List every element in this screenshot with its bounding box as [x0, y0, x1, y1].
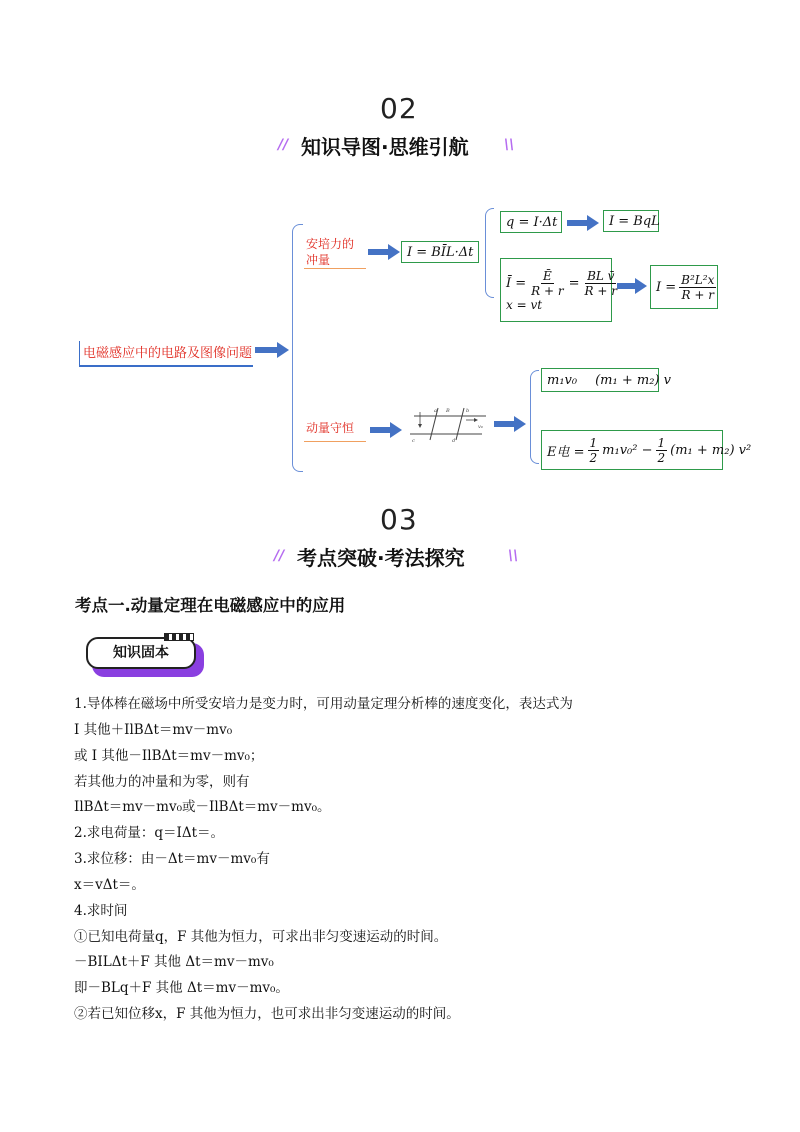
- section-title-text: 考点突破·考法探究: [297, 546, 465, 570]
- formula-average-current-box: Ī = $\frac{Ē}{R + r}$ = $\frac{\text{BL v̄}}{R + r}$ x = vt: [500, 258, 612, 322]
- mindmap-brace-sub2: [530, 370, 539, 464]
- section-number-text: 02: [380, 92, 418, 125]
- section-title-02: [301, 131, 469, 160]
- svg-text:v₀: v₀: [478, 424, 483, 430]
- svg-text:a: a: [434, 408, 437, 414]
- branch-label-momentum: 动量守恒: [306, 421, 355, 435]
- decor-slash-right: \\: [504, 137, 515, 153]
- fraction: $\frac{\text{BL v̄}}{R + r}$: [584, 268, 618, 298]
- decor-slash-right: \\: [508, 548, 519, 564]
- badge-label: 知识固本: [86, 637, 196, 669]
- branch-underline: [304, 441, 366, 442]
- body-line: 4.求时间: [74, 903, 128, 919]
- formula-bql-box: I = BqL: [603, 210, 659, 232]
- body-line: 1.导体棒在磁场中所受安培力是变力时，可用动量定理分析棒的速度变化，表达式为: [74, 696, 573, 712]
- svg-text:b: b: [466, 408, 470, 414]
- svg-text:B: B: [446, 408, 450, 414]
- branch-label-impulse: 安培力的 冲量: [306, 237, 355, 267]
- body-line: I 其他＋IlBΔt＝mv－mv₀: [74, 722, 233, 738]
- body-line: 若其他力的冲量和为零，则有: [74, 774, 250, 790]
- fraction: $\frac{Ē}{R + r}$: [531, 268, 564, 298]
- body-line: x＝vΔt＝。: [74, 877, 145, 893]
- mindmap-brace-main: [292, 224, 303, 472]
- body-line: －BILΔt＋F 其他 Δt＝mv－mv₀: [74, 954, 274, 970]
- body-line: 或 I 其他－IlBΔt＝mv－mv₀；: [74, 748, 264, 764]
- formula-x-vt: x = vt: [506, 297, 543, 312]
- rails-diagram: [408, 404, 490, 444]
- body-line: IlBΔt＝mv－mv₀或－IlBΔt＝mv－mv₀。: [74, 799, 331, 815]
- mindmap-root: 电磁感应中的电路及图像问题: [79, 341, 253, 367]
- section-number-text: 03: [380, 503, 418, 536]
- fraction: $\frac{\text{B²L²x}}{R + r}$: [681, 272, 715, 302]
- section-title-03: [297, 542, 465, 571]
- knowledge-badge: [86, 637, 206, 677]
- section-number-03: [380, 503, 418, 536]
- arrow-right-icon: [494, 416, 526, 432]
- body-line: 2.求电荷量：q＝IΔt＝。: [74, 825, 225, 841]
- formula-energy-box: E电 = $\frac{1}{2}$ m₁v₀² − $\frac{1}{2}$ (m₁ + m₂) v²: [541, 430, 723, 470]
- body-line: ①已知电荷量q，F 其他为恒力，可求出非匀变速运动的时间。: [74, 929, 448, 945]
- branch-underline: [304, 268, 366, 269]
- arrow-right-icon: [255, 342, 289, 358]
- formula-momentum-box: m₁v₀ (m₁ + m₂) v: [541, 368, 659, 392]
- arrow-right-icon: [617, 278, 647, 294]
- topic-heading: 考点一.动量定理在电磁感应中的应用: [75, 596, 346, 615]
- formula-charge-box: q = I·Δt: [500, 211, 562, 233]
- arrow-right-icon: [370, 422, 402, 438]
- body-line: 即－BLq＋F 其他 Δt＝mv－mv₀。: [74, 980, 289, 996]
- arrow-right-icon: [567, 215, 599, 231]
- body-line: 3.求位移：由－Δt＝mv－mv₀有: [74, 851, 270, 867]
- svg-text:c: c: [412, 438, 415, 444]
- badge-dots: [164, 633, 194, 641]
- decor-slash-left: //: [274, 548, 285, 564]
- formula-current-x-box: I = $\frac{\text{B²L²x}}{R + r}$: [650, 265, 718, 309]
- section-number-02: [380, 92, 418, 125]
- mindmap-brace-sub1: [485, 208, 494, 298]
- formula-impulse-box: I = BĪL·Δt: [401, 241, 479, 263]
- decor-slash-left: //: [278, 137, 289, 153]
- section-title-text: 知识导图·思维引航: [301, 135, 469, 159]
- fraction: $\frac{1}{2}$: [657, 435, 666, 465]
- svg-text:d: d: [452, 438, 456, 444]
- body-line: ②若已知位移x，F 其他为恒力，也可求出非匀变速运动的时间。: [74, 1006, 460, 1022]
- fraction: $\frac{1}{2}$: [589, 435, 598, 465]
- arrow-right-icon: [368, 244, 400, 260]
